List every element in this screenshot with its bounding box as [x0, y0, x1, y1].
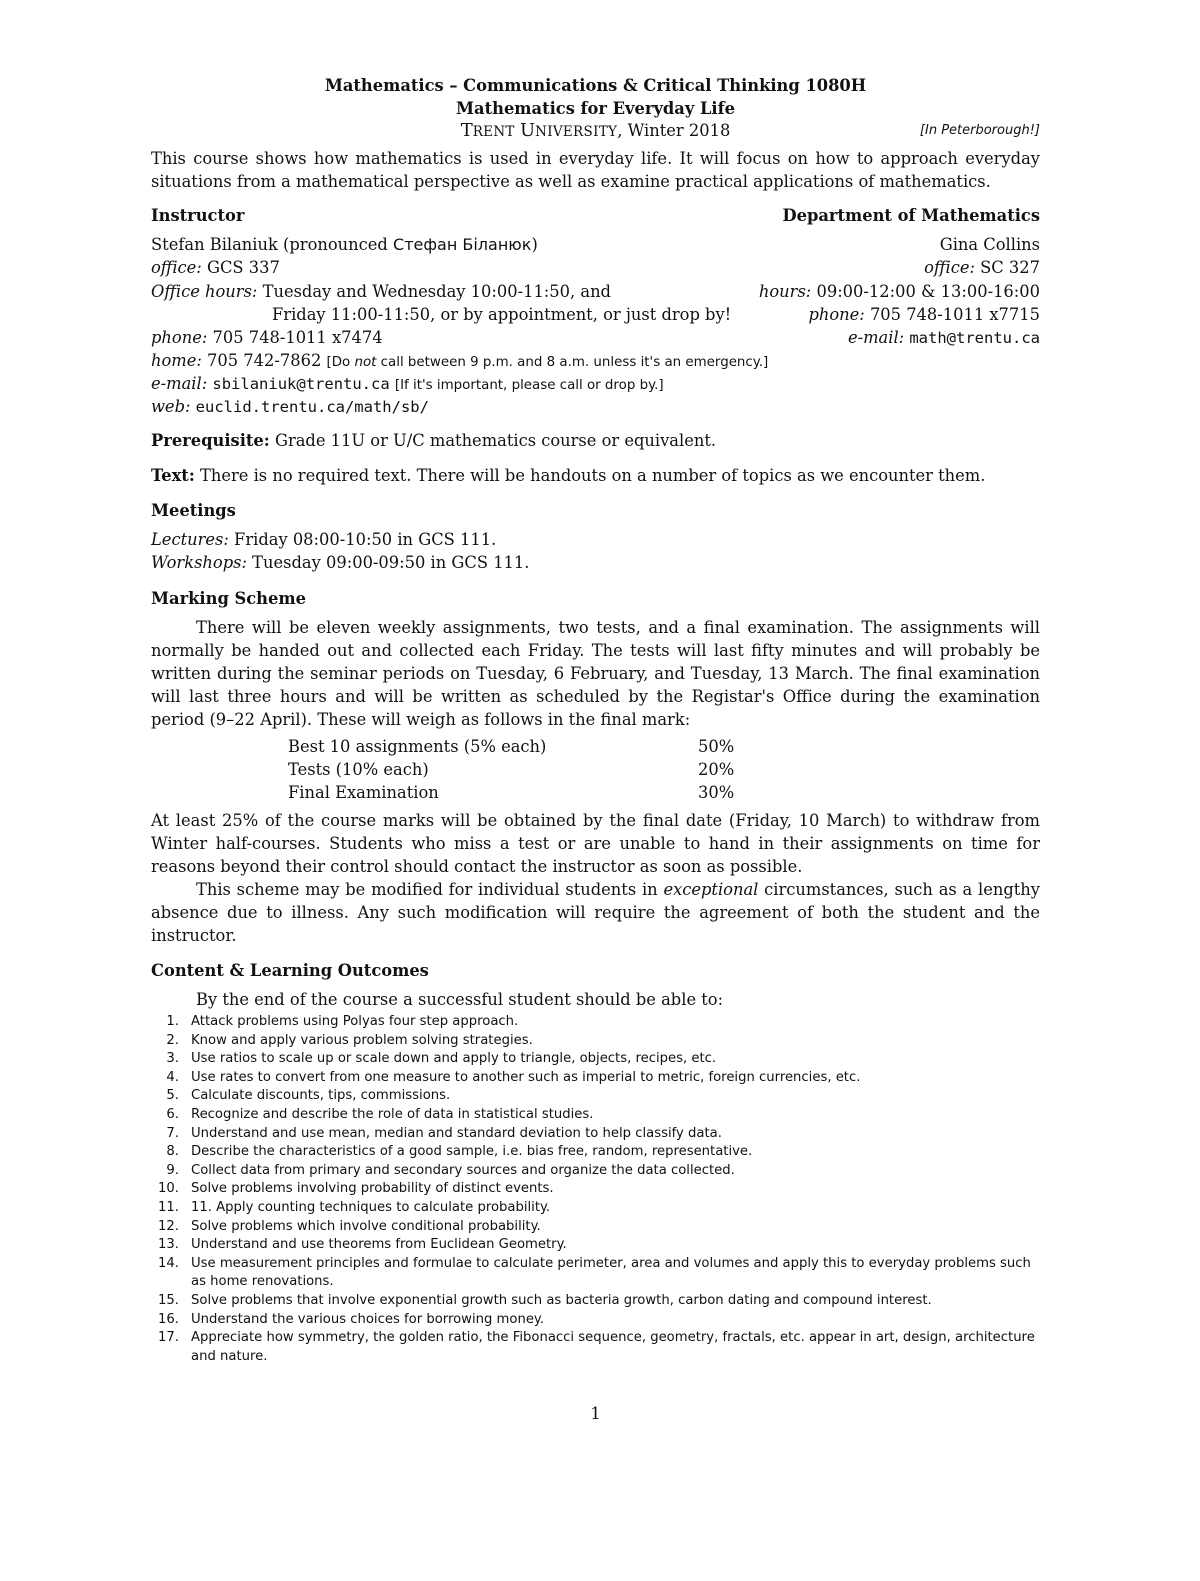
outcome-number: 7.	[166, 1125, 179, 1141]
outcome-number: 5.	[166, 1088, 179, 1104]
contact-row-email	[151, 372, 1040, 395]
meetings-heading: Meetings	[151, 501, 236, 520]
outcome-number: 10.	[158, 1181, 179, 1197]
instructor-email: e-mail: sbilaniuk@trentu.ca [If it's important, please call or drop by.]	[151, 374, 664, 393]
outcome-number: 8.	[166, 1144, 179, 1160]
page-number: 1	[590, 1404, 601, 1423]
marking-table-row: Tests (10% each) 20%	[288, 760, 735, 779]
outcome-number: 1.	[166, 1014, 179, 1029]
instructor-name: Stefan Bilaniuk (pronounced Стефан Біланюк)	[151, 235, 538, 254]
outcome-text: Collect data from primary and secondary sources and organize the data collected.	[191, 1162, 735, 1178]
marking-paragraph-1: There will be eleven weekly assignments, two tests, and a final examination. The assignments will normally be handed out and collected each Friday. The tests will last fifty minutes and will probably be written during the seminar periods on Tuesday, 6 February, and Tuesday, 13 March. The final examination will last three hours and will be written as scheduled by the Registar's Office during the examination period (9–22 April). These will weigh as follows in the final mark:	[151, 618, 1040, 729]
outcome-text: Use measurement principles and formulae to calculate perimeter, area and volumes and apply this to everyday problems such as home renovations.	[191, 1255, 1031, 1290]
contact-headings	[151, 204, 1040, 227]
prerequisite: Prerequisite: Grade 11U or U/C mathematics course or equivalent.	[151, 431, 717, 450]
outcomes-lead: By the end of the course a successful student should be able to:	[196, 990, 724, 1009]
marking-table	[288, 735, 748, 804]
course-title: Mathematics – Communications & Critical Thinking 1080H	[324, 76, 867, 95]
instructor-web-link[interactable]: euclid.trentu.ca/math/sb/	[195, 398, 429, 416]
contact-row-home	[151, 349, 1040, 372]
outcome-text: Solve problems that involve exponential growth such as bacteria growth, carbon dating and compound interest.	[191, 1292, 932, 1308]
outcome-number: 16.	[158, 1311, 179, 1327]
marking-paragraph-2: At least 25% of the course marks will be obtained by the final date (Friday, 10 March) to withdraw from Winter half-courses. Students who miss a test or are unable to hand in their assignments on time for reasons beyond their control should contact the instructor as soon as possible.	[151, 811, 1040, 876]
outcome-item	[151, 1125, 1040, 1144]
instructor-office-hours-cont: Friday 11:00-11:50, or by appointment, or just drop by!	[272, 305, 732, 324]
contact-row-office	[151, 256, 1040, 279]
department-phone: phone: 705 748-1011 x7715	[808, 305, 1040, 324]
outcome-number: 6.	[166, 1106, 179, 1122]
instructor-web: web: euclid.trentu.ca/math/sb/	[151, 397, 429, 416]
contact-row-web	[151, 395, 1040, 418]
outcome-number: 15.	[158, 1292, 179, 1308]
campus-location: [In Peterborough!]	[919, 123, 1040, 138]
outcome-text: 11. Apply counting techniques to calculate probability.	[191, 1199, 551, 1215]
outcome-text: Recognize and describe the role of data in statistical studies.	[191, 1106, 594, 1122]
outcomes-list	[151, 1013, 1040, 1366]
instructor-email-link[interactable]: sbilaniuk@trentu.ca	[212, 375, 390, 393]
outcome-number: 9.	[166, 1162, 179, 1178]
outcome-item	[151, 1329, 1040, 1366]
course-subtitle: Mathematics for Everyday Life	[456, 99, 735, 118]
outcome-number: 4.	[166, 1069, 179, 1085]
required-text: Text: There is no required text. There will be handouts on a number of topics as we encounter them.	[151, 466, 986, 485]
outcome-item	[151, 1106, 1040, 1125]
outcome-item	[151, 1292, 1040, 1311]
contact-row-hours	[151, 280, 1040, 303]
outcome-item	[151, 1143, 1040, 1162]
outcome-item	[151, 1162, 1040, 1181]
department-contact-name: Gina Collins	[939, 235, 1040, 254]
workshops: Workshops: Tuesday 09:00-09:50 in GCS 111.	[151, 553, 530, 572]
department-hours: hours: 09:00-12:00 & 13:00-16:00	[758, 282, 1040, 301]
outcome-text: Know and apply various problem solving strategies.	[191, 1032, 533, 1048]
outcome-number: 3.	[166, 1051, 179, 1067]
marking-paragraph-3: This scheme may be modified for individual students in exceptional circumstances, such as a lengthy absence due to illness. Any such modification will require the agreement of both the student and the instructor.	[151, 880, 1040, 945]
outcome-item	[151, 1050, 1040, 1069]
outcome-text: Solve problems which involve conditional probability.	[191, 1218, 541, 1234]
outcome-text: Use ratios to scale up or scale down and apply to triangle, objects, recipes, etc.	[191, 1051, 717, 1067]
outcome-item	[151, 1032, 1040, 1051]
outcome-item	[151, 1013, 1040, 1032]
outcome-text: Solve problems involving probability of distinct events.	[191, 1181, 554, 1197]
outcome-text: Understand the various choices for borrowing money.	[191, 1311, 545, 1327]
outcome-item	[151, 1255, 1040, 1292]
department-heading: Department of Mathematics	[782, 206, 1040, 225]
outcome-text: Attack problems using Polyas four step approach.	[191, 1014, 519, 1029]
instructor-office: office: GCS 337	[151, 258, 280, 277]
outcome-item	[151, 1218, 1040, 1237]
outcome-text: Appreciate how symmetry, the golden ratio, the Fibonacci sequence, geometry, fractals, etc. appear in art, design, architecture and nature.	[191, 1330, 1035, 1364]
outcome-text: Understand and use mean, median and standard deviation to help classify data.	[191, 1125, 722, 1141]
outcome-number: 11.	[158, 1199, 179, 1215]
outcome-item	[151, 1199, 1040, 1218]
outcome-number: 12.	[158, 1218, 179, 1234]
marking-heading: Marking Scheme	[151, 589, 306, 608]
outcome-item	[151, 1087, 1040, 1106]
outcome-number: 17.	[158, 1330, 179, 1346]
outcome-number: 2.	[166, 1032, 179, 1048]
outcome-item	[151, 1236, 1040, 1255]
outcome-text: Use rates to convert from one measure to another such as imperial to metric, foreign currencies, etc.	[191, 1069, 861, 1085]
instructor-office-hours: Office hours: Tuesday and Wednesday 10:00-11:50, and	[151, 282, 611, 301]
instructor-heading: Instructor	[151, 206, 245, 225]
contact-row-phone	[151, 326, 1040, 349]
marking-table-row: Best 10 assignments (5% each) 50%	[288, 737, 735, 756]
department-email-link[interactable]: math@trentu.ca	[909, 329, 1040, 347]
outcome-text: Understand and use theorems from Euclidean Geometry.	[191, 1237, 567, 1253]
outcomes-heading: Content & Learning Outcomes	[151, 961, 429, 980]
outcome-item	[151, 1180, 1040, 1199]
lectures: Lectures: Friday 08:00-10:50 in GCS 111.	[151, 530, 497, 549]
outcome-item	[151, 1069, 1040, 1088]
outcome-item	[151, 1311, 1040, 1330]
outcome-number: 13.	[158, 1237, 179, 1253]
marking-table-row: Final Examination 30%	[288, 783, 735, 802]
instructor-phone: phone: 705 748-1011 x7474	[151, 328, 383, 347]
university-term: TRENT UNIVERSITY, Winter 2018	[460, 120, 731, 141]
outcome-number: 14.	[158, 1255, 179, 1271]
department-office: office: SC 327	[924, 258, 1040, 277]
outcome-text: Calculate discounts, tips, commissions.	[191, 1088, 451, 1104]
course-description: This course shows how mathematics is used in everyday life. It will focus on how to approach everyday situations from a mathematical perspective as well as examine practical applications of mathematics.	[151, 149, 1040, 191]
contact-row-name	[151, 233, 1040, 256]
contact-row-hours-2	[151, 303, 1040, 326]
department-email: e-mail: math@trentu.ca	[847, 328, 1040, 347]
outcome-text: Describe the characteristics of a good sample, i.e. bias free, random, representative.	[191, 1144, 753, 1160]
instructor-home-phone: home: 705 742-7862 [Do not call between 9 p.m. and 8 a.m. unless it's an emergency.]	[151, 351, 769, 370]
